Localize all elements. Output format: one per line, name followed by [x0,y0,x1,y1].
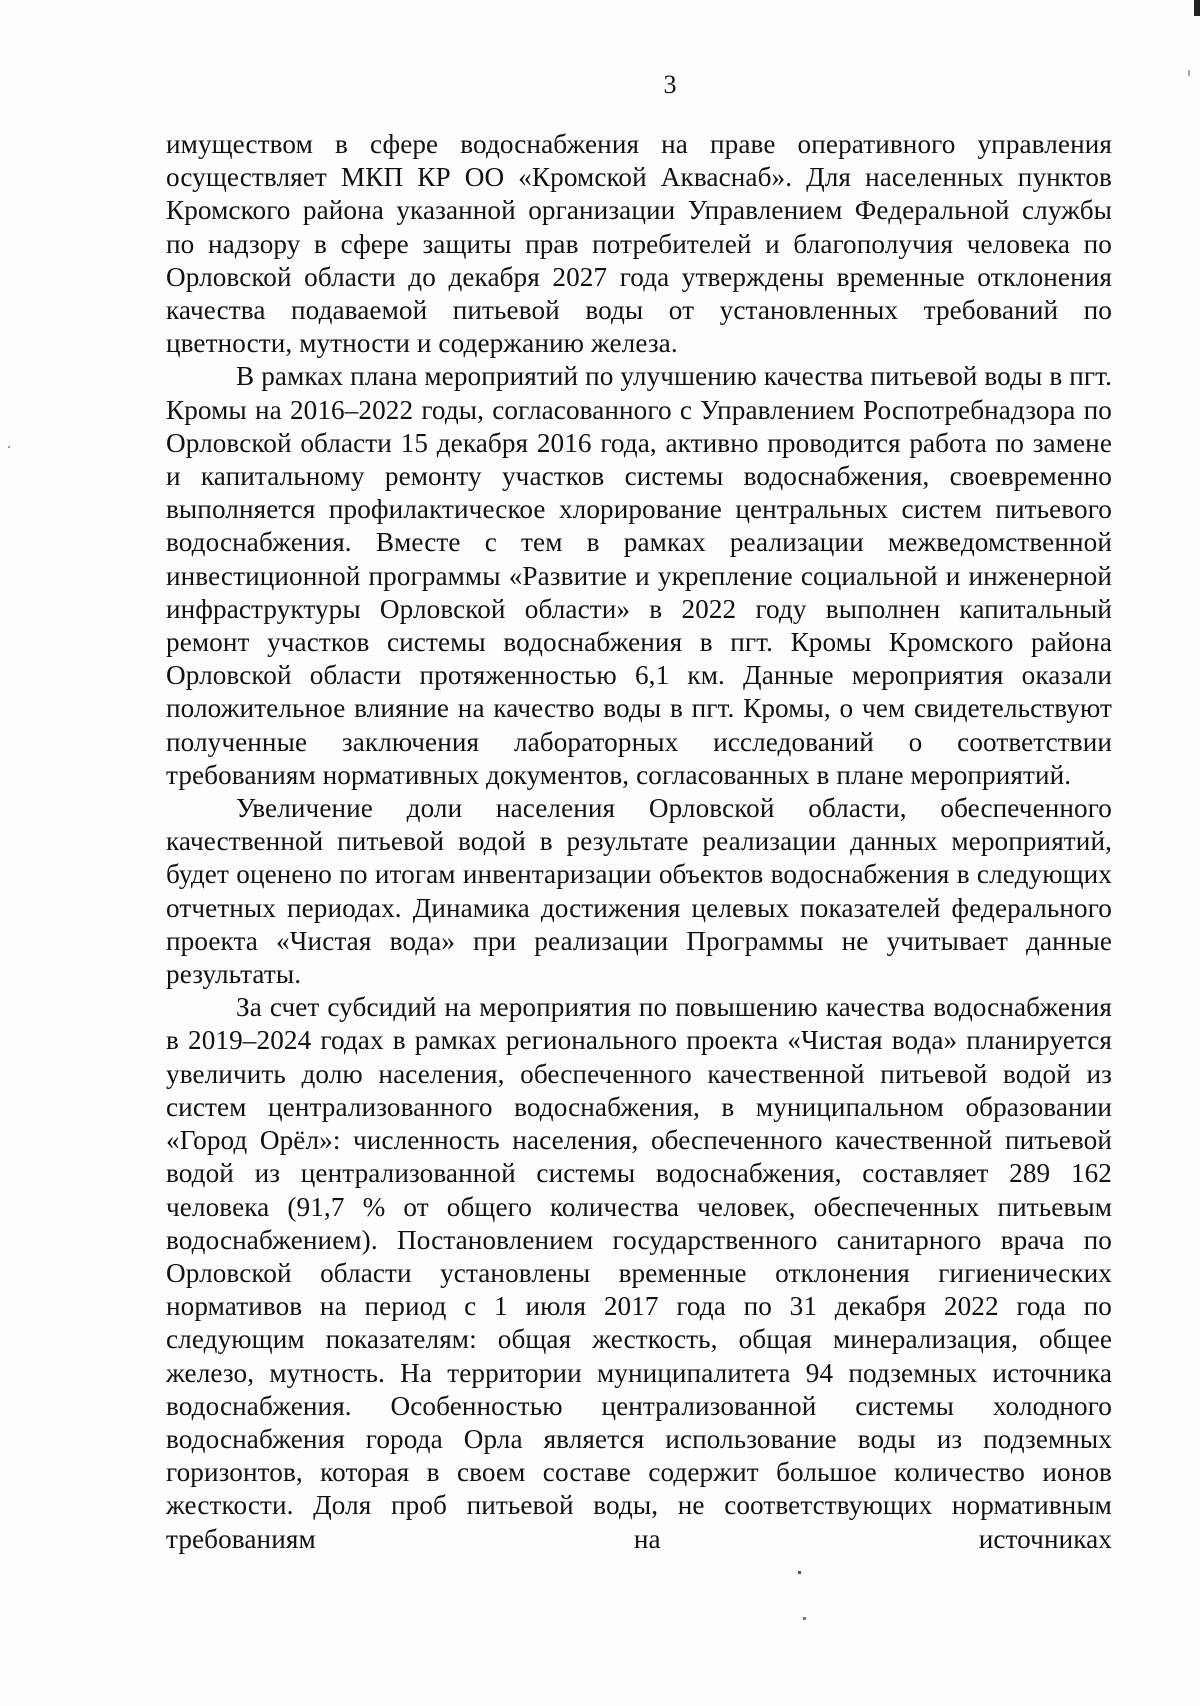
page-number: 3 [663,70,677,99]
document-body [166,128,1112,1556]
scan-artifact [798,1571,801,1574]
paragraph-continuation: имуществом в сфере водоснабжения на праве оперативного управления осуществляет МКП КР ОО «Кромской Акваснаб». Для населенных пунктов Кромского района указанной организации Управлением Федеральной службы по надзору в сфере защиты прав потребителей и благополучия человека по Орловской области до декабря 2027 года утверждены временные отклонения качества подаваемой питьевой воды от установленных требований по цветности, мутности и содержанию железа. [166,129,1112,359]
paragraph: Увеличение доли населения Орловской области, обеспеченного качественной питьевой водой в результате реализации данных мероприятий, будет оценено по итогам инвентаризации объектов водоснабжения в следующих отчетных периодах. Динамика достижения целевых показателей федерального проекта «Чистая вода» при реализации Программы не учитывает данные результаты. [166,793,1112,990]
scan-artifact [1194,0,1200,16]
paragraph: За счет субсидий на мероприятия по повышению качества водоснабжения в 2019–2024 годах в рамках регионального проекта «Чистая вода» планируется увеличить долю населения, обеспеченного качественной питьевой водой из систем централизованного водоснабжения, в муниципальном образовании «Город Орёл»: численность населения, обеспеченного качественной питьевой водой из централизованной системы водоснабжения, составляет 289 162 человека (91,7 % от общего количества человек, обеспеченных питьевым водоснабжением). Постановлением государственного санитарного врача по Орловской области установлены временные отклонения гигиенических нормативов на период с 1 июля 2017 года по 31 декабря 2022 года по следующим показателям: общая жесткость, общая минерализация, общее железо, мутность. На территории муниципалитета 94 подземных источника водоснабжения. Особенностью централизованной системы холодного водоснабжения города Орла является использование воды из подземных горизонтов, которая в своем составе содержит большое количество ионов жесткости. Доля проб питьевой воды, не соответствующих нормативным требованиям на источниках [166,992,1112,1554]
paragraph: В рамках плана мероприятий по улучшению качества питьевой воды в пгт. Кромы на 2016–2022 годы, согласованного с Управлением Роспотребнадзора по Орловской области 15 декабря 2016 года, активно проводится работа по замене и капитальному ремонту участков системы водоснабжения, своевременно выполняется профилактическое хлорирование центральных систем питьевого водоснабжения. Вместе с тем в рамках реализации межведомственной инвестиционной программы «Развитие и укрепление социальной и инженерной инфраструктуры Орловской области» в 2022 году выполнен капитальный ремонт участков системы водоснабжения в пгт. Кромы Кромского района Орловской области протяженностью 6,1 км. Данные мероприятия оказали положительное влияние на качество воды в пгт. Кромы, о чем свидетельствуют полученные заключения лабораторных исследований о соответствии требованиям нормативных документов, согласованных в плане мероприятий. [166,361,1112,790]
scan-artifact [803,1617,806,1620]
scan-artifact [8,446,10,448]
